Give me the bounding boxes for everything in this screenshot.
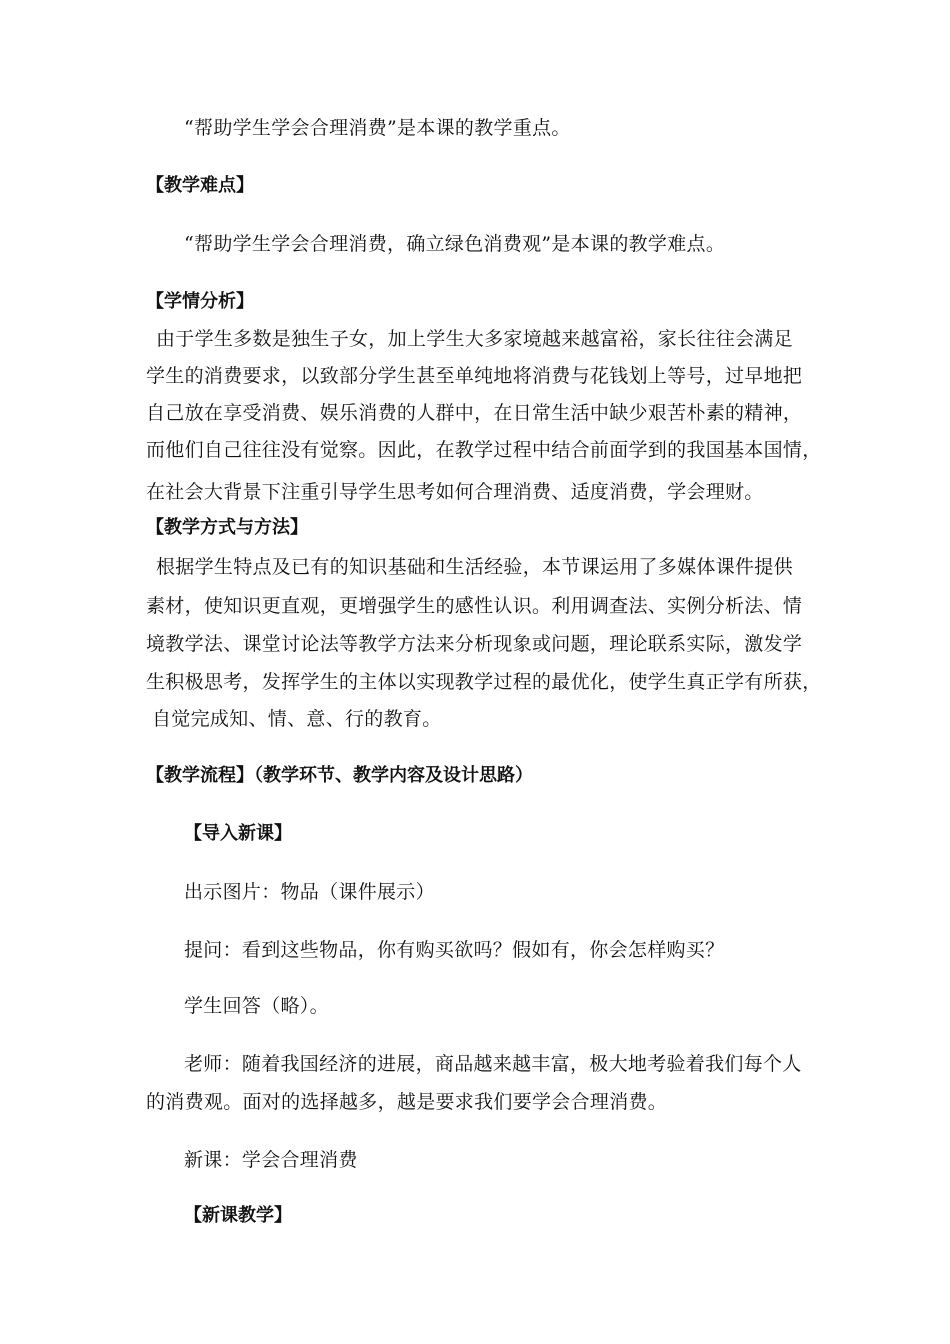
methods-line: 自觉完成知、情、意、行的教育。	[152, 708, 442, 730]
intro-heading: 【导入新课】	[184, 823, 292, 844]
difficulty-text: “帮助学生学会合理消费，确立绿色消费观”是本课的教学难点。	[184, 233, 726, 255]
difficulty-heading: 【教学难点】	[146, 175, 254, 196]
analysis-line: 自己放在享受消费、娱乐消费的人群中，在日常生活中缺少艰苦朴素的精神，	[146, 402, 803, 424]
new-lesson-text: 新课：学会合理消费	[184, 1149, 358, 1171]
teacher-line: 的消费观。面对的选择越多，越是要求我们要学会合理消费。	[146, 1091, 668, 1113]
methods-line: 根据学生特点及已有的知识基础和生活经验，本节课运用了多媒体课件提供	[156, 556, 793, 578]
analysis-line: 在社会大背景下注重引导学生思考如何合理消费、适度消费，学会理财。	[146, 481, 764, 503]
methods-heading: 【教学方式与方法】	[146, 517, 308, 538]
analysis-heading: 【学情分析】	[146, 291, 254, 312]
show-text: 出示图片：物品（课件展示）	[184, 881, 435, 903]
teaching-heading: 【新课教学】	[184, 1205, 292, 1226]
teacher-line: 老师：随着我国经济的进展，商品越来越丰富，极大地考验着我们每个人	[184, 1053, 802, 1075]
analysis-line: 而他们自己往往没有觉察。因此，在教学过程中结合前面学到的我国基本国情，	[146, 439, 822, 461]
methods-line: 生积极思考，发挥学生的主体以实现教学过程的最优化，使学生真正学有所获，	[146, 671, 822, 693]
methods-line: 素材，使知识更直观，更增强学生的感性认识。利用调查法、实例分析法、情	[146, 595, 803, 617]
flow-heading: 【教学流程】（教学环节、教学内容及设计思路）	[146, 765, 533, 786]
analysis-line: 由于学生多数是独生子女，加上学生大多家境越来越富裕，家长往往会满足	[156, 328, 793, 350]
analysis-line: 学生的消费要求，以致部分学生甚至单纯地将消费与花钱划上等号，过早地把	[146, 365, 803, 387]
key-point-text: “帮助学生学会合理消费”是本课的教学重点。	[184, 117, 571, 139]
answer-text: 学生回答（略）。	[184, 995, 329, 1017]
methods-line: 境教学法、课堂讨论法等教学方法来分析现象或问题，理论联系实际，激发学	[146, 633, 803, 655]
question-text: 提问：看到这些物品，你有购买欲吗？假如有，你会怎样购买？	[184, 939, 725, 961]
